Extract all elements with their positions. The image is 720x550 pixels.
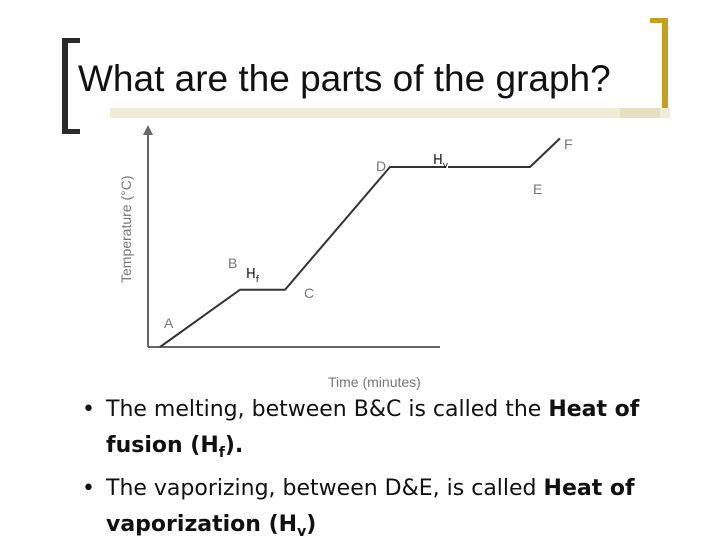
- point-label-c: C: [304, 285, 315, 301]
- bullet-bold-part: Heat of vaporization (H: [106, 476, 635, 537]
- heating-curve-extension: [448, 125, 568, 185]
- y-axis-arrow: [143, 125, 153, 135]
- annotation-heat-of-fusion: [246, 267, 260, 285]
- bullet-item-fusion: [82, 392, 682, 471]
- axes: [143, 125, 440, 347]
- annotation-heat-of-vaporization: [433, 153, 448, 171]
- bullet-text: The melting, between B&C is called the: [106, 397, 549, 422]
- annotation-hf-sub: f: [255, 275, 259, 285]
- annotation-hv-sub: v: [442, 161, 449, 171]
- bullet-subscript: f: [218, 445, 225, 461]
- point-label-f: F: [564, 136, 573, 152]
- point-label-b: B: [228, 255, 238, 271]
- point-label-d: D: [376, 158, 387, 174]
- title-underline-accent: [620, 108, 660, 118]
- heating-curve-line-extension: [448, 138, 560, 167]
- right-bracket-decoration: [650, 18, 668, 114]
- point-label-a: A: [164, 315, 174, 331]
- bullet-bold-part: Heat of fusion (H: [106, 397, 640, 458]
- annotation-hf-main: H: [246, 267, 256, 282]
- bullet-subscript: v: [297, 524, 307, 540]
- annotation-hv-main: H: [433, 153, 443, 168]
- bullet-list: [82, 392, 682, 550]
- bullet-dot: •: [82, 397, 95, 422]
- bullet-dot: •: [82, 476, 95, 501]
- bullet-item-vaporization: [82, 471, 682, 550]
- heating-curve-line: [160, 167, 446, 347]
- slide-title: What are the parts of the graph?: [78, 58, 611, 99]
- bullet-bold-end: ).: [224, 433, 244, 458]
- heating-curve-chart: [108, 125, 448, 397]
- point-label-e-overlay: E: [533, 181, 543, 197]
- x-axis-label: Time (minutes): [328, 374, 421, 390]
- y-axis-label: Temperature (°C): [118, 175, 134, 283]
- bullet-text: The vaporizing, between D&E, is called: [106, 476, 544, 501]
- title-underline-strip: [110, 108, 670, 118]
- bullet-bold-end: ): [306, 512, 317, 537]
